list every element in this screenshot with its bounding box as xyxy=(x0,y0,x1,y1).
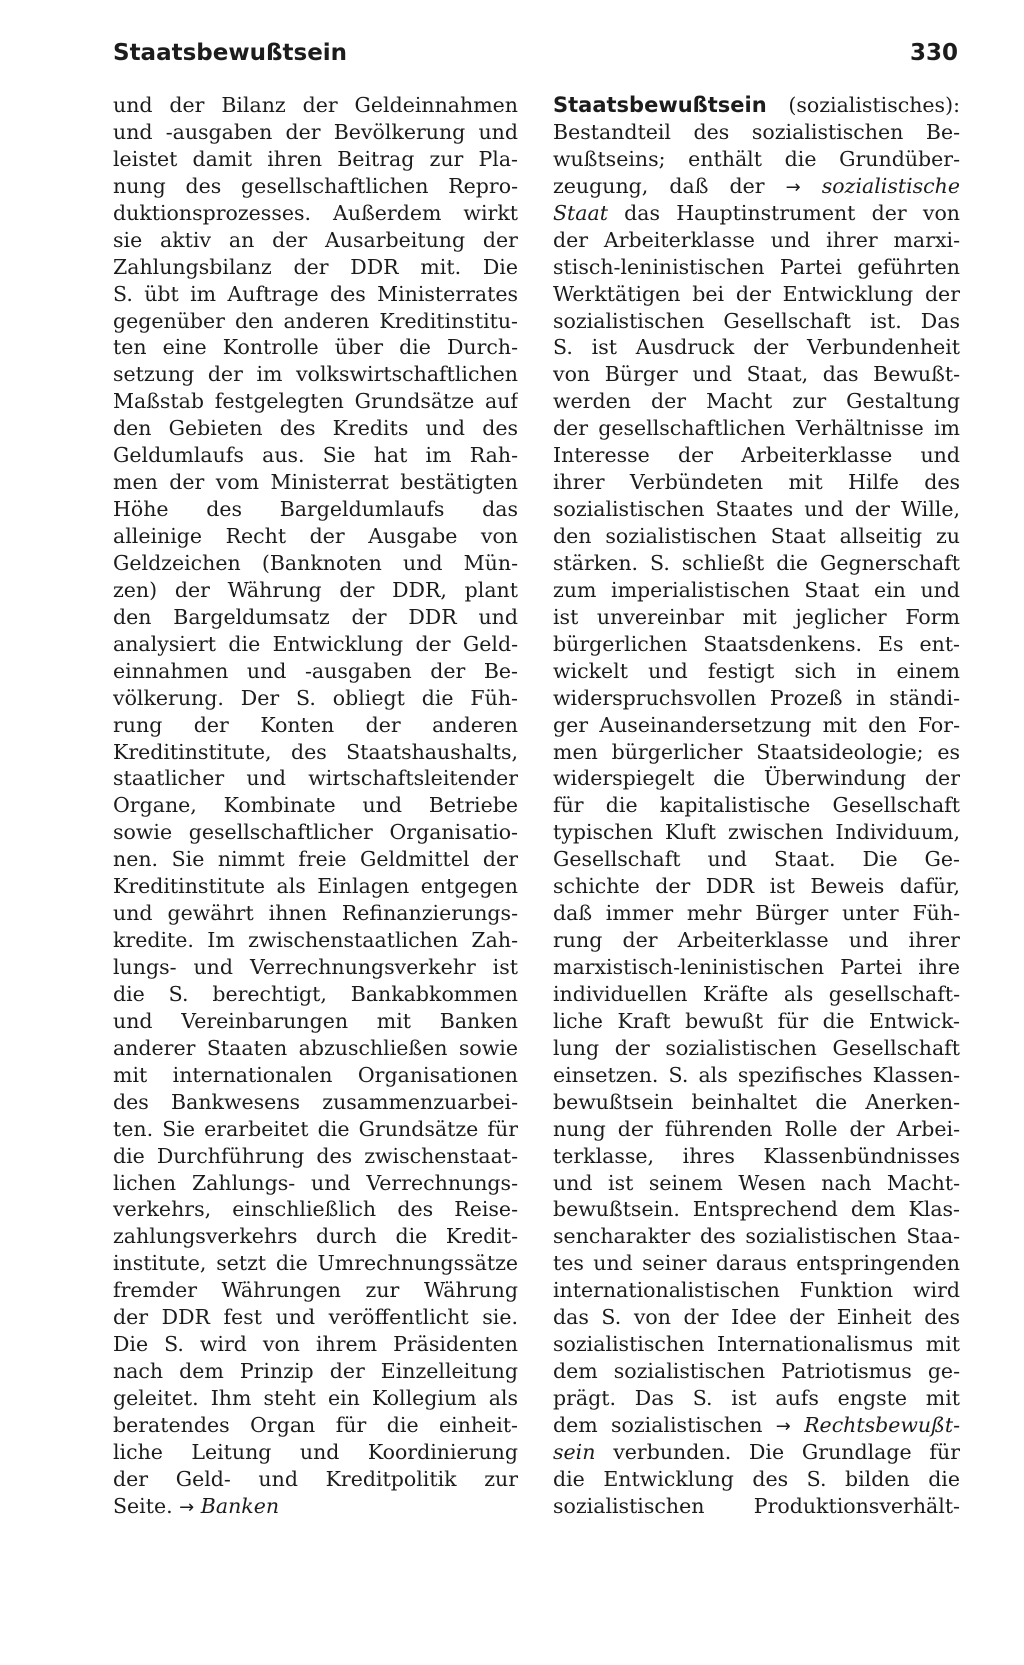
text-segment: anderer Staaten abzuschließen sowie xyxy=(113,1035,518,1060)
right-text-line xyxy=(553,442,960,469)
text-segment: lung der sozialistischen Gesellschaft xyxy=(553,1035,960,1060)
left-text-line xyxy=(113,846,518,873)
right-text-line xyxy=(553,846,960,873)
cross-reference: sein xyxy=(553,1439,596,1464)
left-text-line xyxy=(113,92,518,119)
left-text-line xyxy=(113,1035,518,1062)
right-text-line xyxy=(553,146,960,173)
left-text-line xyxy=(113,469,518,496)
left-text-line xyxy=(113,227,518,254)
left-text-line xyxy=(113,388,518,415)
left-text-line xyxy=(113,1089,518,1116)
right-text-line xyxy=(553,1170,960,1197)
page-number: 330 xyxy=(909,40,958,66)
text-segment: liche Kraft bewußt für die Entwick- xyxy=(553,1008,960,1033)
text-segment: internationalistischen Funktion wird xyxy=(553,1278,960,1303)
text-segment: Kreditinstitute als Einlagen entgegen xyxy=(113,874,518,899)
text-segment: tes und seiner daraus entspringenden xyxy=(553,1251,960,1276)
text-segment: der DDR fest und veröffentlicht sie. xyxy=(113,1305,518,1330)
right-text-line xyxy=(553,685,960,712)
right-text-line xyxy=(553,1385,960,1412)
right-text-line xyxy=(553,1412,960,1439)
right-text-line xyxy=(553,1116,960,1143)
text-segment: rung der Konten der anderen xyxy=(113,712,518,737)
text-segment: von Bürger und Staat, das Bewußt- xyxy=(553,362,960,387)
text-segment: sozialistischen Staates und der Wille, xyxy=(553,497,960,522)
right-text-line xyxy=(553,388,960,415)
right-text-line xyxy=(553,927,960,954)
text-segment: den sozialistischen Staat allseitig zu xyxy=(553,524,960,548)
text-segment: sozialistischen Produktionsverhält- xyxy=(553,1493,960,1518)
text-segment: zum imperialistischen Staat ein und xyxy=(553,577,960,602)
text-segment: individuellen Kräfte als gesellschaft- xyxy=(553,981,960,1006)
text-segment: analysiert die Entwicklung der Geld- xyxy=(113,631,518,656)
right-text-line xyxy=(553,119,960,146)
right-text-line xyxy=(553,200,960,227)
right-text-line xyxy=(553,1493,960,1520)
text-segment: men der vom Ministerrat bestätigten xyxy=(113,470,518,495)
right-text-line xyxy=(553,1304,960,1331)
text-segment: Kreditinstitute, des Staatshaushalts, xyxy=(113,739,518,764)
text-segment: für die kapitalistische Gesellschaft xyxy=(553,793,960,818)
right-text-line xyxy=(553,873,960,900)
right-text-line xyxy=(553,954,960,981)
left-text-line xyxy=(113,792,518,819)
left-text-line xyxy=(113,1116,518,1143)
text-segment: nung des gesellschaftlichen Repro- xyxy=(113,173,518,198)
right-text-line xyxy=(553,254,960,281)
text-segment: ger Auseinandersetzung mit den For- xyxy=(553,712,960,737)
text-segment: lungs- und Verrechnungsverkehr ist xyxy=(113,955,518,979)
cross-reference: sozialistische xyxy=(821,173,960,198)
text-segment: Höhe des Bargeldumlaufs das xyxy=(113,497,518,522)
text-segment: sozialistischen Gesellschaft ist. Das xyxy=(553,308,960,333)
text-segment: den Gebieten des Kredits und des xyxy=(113,416,518,441)
right-text-line xyxy=(553,1277,960,1304)
text-segment: und Vereinbarungen mit Banken xyxy=(113,1008,518,1033)
left-text-line xyxy=(113,927,518,954)
text-segment: S. ist Ausdruck der Verbundenheit xyxy=(553,335,960,360)
text-segment: ten eine Kontrolle über die Durch- xyxy=(113,335,518,360)
cross-reference: Staat xyxy=(553,200,608,225)
right-text-line xyxy=(553,469,960,496)
text-segment: den Bargeldumsatz der DDR und xyxy=(113,604,518,629)
text-segment: nach dem Prinzip der Einzelleitung xyxy=(113,1359,518,1384)
left-text-line xyxy=(113,873,518,900)
text-segment: das Hauptinstrument der von xyxy=(624,200,960,225)
text-segment: institute, setzt die Umrechnungssätze xyxy=(113,1251,518,1276)
text-segment: das S. von der Idee der Einheit des xyxy=(553,1305,960,1330)
text-segment: typischen Kluft zwischen Individuum, xyxy=(553,820,960,845)
text-segment: dem sozialistischen Patriotismus ge- xyxy=(553,1359,960,1384)
right-text-line xyxy=(553,658,960,685)
left-text-line xyxy=(113,900,518,927)
left-text-line xyxy=(113,1304,518,1331)
right-text-line xyxy=(553,496,960,523)
text-segment: Die S. wird von ihrem Präsidenten xyxy=(113,1332,518,1357)
left-text-line xyxy=(113,819,518,846)
left-column xyxy=(113,92,518,1520)
left-text-line xyxy=(113,415,518,442)
left-text-line xyxy=(113,254,518,281)
text-segment: wickelt und festigt sich in einem xyxy=(553,658,960,683)
text-segment: und der Bilanz der Geldeinnahmen xyxy=(113,93,518,117)
text-segment: gegenüber den anderen Kreditinstitu- xyxy=(113,308,518,333)
text-segment: die Entwicklung des S. bilden die xyxy=(553,1466,960,1491)
text-segment: verbunden. Die Grundlage für xyxy=(613,1439,960,1464)
left-text-line xyxy=(113,442,518,469)
left-text-line xyxy=(113,954,518,981)
right-text-line xyxy=(553,227,960,254)
text-segment: mit internationalen Organisationen xyxy=(113,1062,518,1087)
text-segment: Interesse der Arbeiterklasse und xyxy=(553,443,960,468)
left-text-line xyxy=(113,146,518,173)
text-segment: ihrer Verbündeten mit Hilfe des xyxy=(553,470,960,495)
text-segment: lichen Zahlungs- und Verrechnungs- xyxy=(113,1170,518,1195)
left-text-line xyxy=(113,739,518,766)
text-segment: Gesellschaft und Staat. Die Ge- xyxy=(553,847,960,872)
right-text-line xyxy=(553,1062,960,1089)
text-segment: werden der Macht zur Gestaltung xyxy=(553,389,960,414)
text-segment: des Bankwesens zusammenzuarbei- xyxy=(113,1089,518,1114)
text-segment: bewußtsein beinhaltet die Anerken- xyxy=(553,1089,960,1114)
left-text-line xyxy=(113,577,518,604)
text-segment: völkerung. Der S. obliegt die Füh- xyxy=(113,685,518,710)
right-text-line xyxy=(553,523,960,550)
left-text-line xyxy=(113,1439,518,1466)
text-segment: die Durchführung des zwischenstaat- xyxy=(113,1143,518,1168)
text-segment: schichte der DDR ist Beweis dafür, xyxy=(553,874,960,899)
left-text-line xyxy=(113,1196,518,1223)
left-text-line xyxy=(113,200,518,227)
right-text-line xyxy=(553,739,960,766)
text-segment: kredite. Im zwischenstaatlichen Zah- xyxy=(113,928,518,953)
text-segment: Bestandteil des sozialistischen Be- xyxy=(553,119,960,144)
left-text-line xyxy=(113,550,518,577)
right-text-line xyxy=(553,1358,960,1385)
text-segment: Werktätigen bei der Entwicklung der xyxy=(553,281,960,306)
text-segment: beratendes Organ für die einheit- xyxy=(113,1412,518,1437)
cross-reference: Rechtsbewußt- xyxy=(804,1412,960,1437)
cross-reference: Banken xyxy=(200,1493,280,1518)
left-text-line xyxy=(113,173,518,200)
text-segment: stisch-leninistischen Partei geführten xyxy=(553,254,960,279)
text-segment: zen) der Währung der DDR, plant xyxy=(113,577,518,602)
text-segment: alleinige Recht der Ausgabe von xyxy=(113,524,518,548)
text-segment: zeugung, daß der xyxy=(553,173,765,198)
left-text-line xyxy=(113,523,518,550)
text-segment: staatlicher und wirtschaftsleitender xyxy=(113,766,518,791)
left-text-line xyxy=(113,1008,518,1035)
text-segment: men bürgerlicher Staatsideologie; es xyxy=(553,739,960,764)
text-segment: ist unvereinbar mit jeglicher Form xyxy=(553,604,960,629)
text-segment: bewußtsein. Entsprechend dem Klas- xyxy=(553,1197,960,1222)
right-text-line xyxy=(553,308,960,335)
right-text-line xyxy=(553,1439,960,1466)
left-text-line xyxy=(113,658,518,685)
text-segment: einsetzen. S. als spezifisches Klassen- xyxy=(553,1062,960,1087)
text-segment: Geldumlaufs aus. Sie hat im Rah- xyxy=(113,443,518,468)
left-text-line xyxy=(113,1223,518,1250)
text-segment: sencharakter des sozialistischen Staa- xyxy=(553,1224,960,1249)
text-segment: widerspiegelt die Überwindung der xyxy=(553,766,960,791)
text-segment: dem sozialistischen xyxy=(553,1412,763,1437)
left-text-line xyxy=(113,604,518,631)
text-segment: wußtseins; enthält die Grundüber- xyxy=(553,146,960,171)
right-text-line xyxy=(553,1196,960,1223)
right-text-line xyxy=(553,1089,960,1116)
right-text-line xyxy=(553,1250,960,1277)
text-segment: Maßstab festgelegten Grundsätze auf xyxy=(113,389,518,414)
right-text-line xyxy=(553,819,960,846)
right-text-line xyxy=(553,361,960,388)
text-segment: einnahmen und -ausgaben der Be- xyxy=(113,658,518,683)
left-text-line xyxy=(113,1170,518,1197)
right-text-line xyxy=(553,792,960,819)
text-segment: daß immer mehr Bürger unter Füh- xyxy=(553,901,960,926)
left-text-line xyxy=(113,1412,518,1439)
arrow-icon: → xyxy=(775,1415,791,1437)
right-text-line xyxy=(553,415,960,442)
left-text-line xyxy=(113,1385,518,1412)
left-text-line xyxy=(113,712,518,739)
entry-heading-line xyxy=(553,92,960,119)
right-text-line xyxy=(553,1331,960,1358)
text-segment: setzung der im volkswirtschaftlichen xyxy=(113,362,518,387)
text-segment: der Geld- und Kreditpolitik zur xyxy=(113,1466,518,1491)
text-segment: und gewährt ihnen Refinanzierungs- xyxy=(113,901,518,926)
text-segment: sozialistischen Internationalismus mit xyxy=(553,1332,960,1357)
left-text-line xyxy=(113,1062,518,1089)
right-text-line xyxy=(553,604,960,631)
right-text-line xyxy=(553,631,960,658)
text-segment: die S. berechtigt, Bankabkommen xyxy=(113,981,518,1006)
text-segment: terklasse, ihres Klassenbündnisses xyxy=(553,1143,960,1168)
text-segment: S. übt im Auftrage des Ministerrates xyxy=(113,281,518,306)
left-text-line xyxy=(113,1466,518,1493)
text-segment: der gesellschaftlichen Verhältnisse im xyxy=(553,416,960,441)
text-segment: nung der führenden Rolle der Arbei- xyxy=(553,1116,960,1141)
text-segment: ten. Sie erarbeitet die Grundsätze für xyxy=(113,1116,518,1141)
right-text-line xyxy=(553,1466,960,1493)
left-text-line xyxy=(113,361,518,388)
text-segment: geleitet. Ihm steht ein Kollegium als xyxy=(113,1386,518,1410)
text-segment: und -ausgaben der Bevölkerung und xyxy=(113,119,518,144)
text-segment: Geldzeichen (Banknoten und Mün- xyxy=(113,550,518,575)
left-text-line xyxy=(113,1143,518,1170)
text-segment: fremder Währungen zur Währung xyxy=(113,1278,518,1303)
text-segment: verkehrs, einschließlich des Reise- xyxy=(113,1197,518,1222)
right-text-line xyxy=(553,550,960,577)
arrow-icon: → xyxy=(785,176,801,198)
text-segment: stärken. S. schließt die Gegnerschaft xyxy=(553,550,960,575)
right-text-line xyxy=(553,1223,960,1250)
text-segment: (sozialistisches): xyxy=(788,93,960,117)
text-segment: marxistisch-leninistischen Partei ihre xyxy=(553,955,960,979)
text-segment: rung der Arbeiterklasse und ihrer xyxy=(553,928,960,953)
right-text-line xyxy=(553,577,960,604)
left-text-line xyxy=(113,1358,518,1385)
text-segment: zahlungsverkehrs durch die Kredit- xyxy=(113,1224,518,1249)
text-segment: bürgerlichen Staatsdenkens. Es ent- xyxy=(553,631,960,656)
right-text-line xyxy=(553,712,960,739)
text-segment: liche Leitung und Koordinierung xyxy=(113,1439,518,1464)
text-segment: Seite. xyxy=(113,1493,173,1518)
left-text-line xyxy=(113,685,518,712)
right-column xyxy=(553,92,960,1520)
left-text-line xyxy=(113,1331,518,1358)
left-text-line xyxy=(113,981,518,1008)
text-segment: leistet damit ihren Beitrag zur Pla- xyxy=(113,146,518,171)
text-segment: sowie gesellschaftlicher Organisatio- xyxy=(113,820,518,845)
text-segment: Organe, Kombinate und Betriebe xyxy=(113,793,518,818)
right-text-line xyxy=(553,334,960,361)
arrow-icon: → xyxy=(179,1496,195,1518)
text-segment: widerspruchsvollen Prozeß in ständi- xyxy=(553,685,960,710)
left-text-line xyxy=(113,765,518,792)
left-text-line xyxy=(113,1250,518,1277)
right-text-line xyxy=(553,1035,960,1062)
left-text-line xyxy=(113,1493,518,1520)
left-text-line xyxy=(113,496,518,523)
entry-term: Staatsbewußtsein xyxy=(553,93,767,117)
right-text-line xyxy=(553,173,960,200)
left-text-line xyxy=(113,1277,518,1304)
running-title: Staatsbewußtsein xyxy=(113,40,348,66)
text-segment: prägt. Das S. ist aufs engste mit xyxy=(553,1386,960,1410)
right-text-line xyxy=(553,765,960,792)
left-text-line xyxy=(113,308,518,335)
right-text-line xyxy=(553,1008,960,1035)
left-text-line xyxy=(113,281,518,308)
text-segment: der Arbeiterklasse und ihrer marxi- xyxy=(553,227,960,252)
text-segment: Zahlungsbilanz der DDR mit. Die xyxy=(113,254,518,279)
left-text-line xyxy=(113,334,518,361)
text-segment: duktionsprozesses. Außerdem wirkt xyxy=(113,200,518,225)
text-segment: sie aktiv an der Ausarbeitung der xyxy=(113,227,518,252)
text-segment: nen. Sie nimmt freie Geldmittel der xyxy=(113,847,518,872)
right-text-line xyxy=(553,900,960,927)
right-text-line xyxy=(553,981,960,1008)
right-text-line xyxy=(553,1143,960,1170)
text-segment: und ist seinem Wesen nach Macht- xyxy=(553,1170,960,1195)
left-text-line xyxy=(113,631,518,658)
left-text-line xyxy=(113,119,518,146)
right-text-line xyxy=(553,281,960,308)
